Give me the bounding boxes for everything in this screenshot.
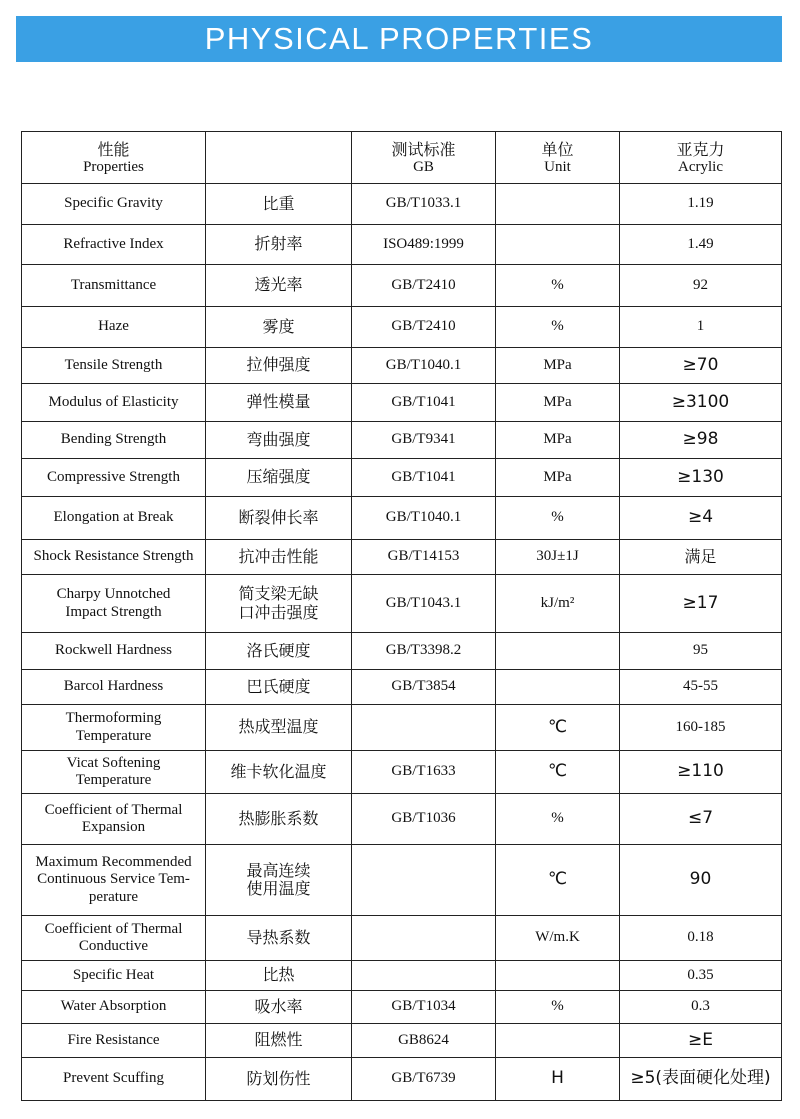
unit-cell: ℃ <box>496 751 620 794</box>
header-standard-en: GB <box>413 158 434 175</box>
property-name-cn: 比热 <box>206 961 352 991</box>
test-standard: GB/T1041 <box>352 459 496 497</box>
acrylic-value: ≥5(表面硬化处理) <box>620 1058 782 1101</box>
property-name-cn: 导热系数 <box>206 916 352 961</box>
test-standard <box>352 916 496 961</box>
unit-cell: % <box>496 307 620 348</box>
property-name: Coefficient of Thermal Conductive <box>22 916 206 961</box>
property-name: Compressive Strength <box>22 459 206 497</box>
acrylic-value: 1.49 <box>620 225 782 265</box>
test-standard: GB/T1041 <box>352 384 496 422</box>
header-unit-en: Unit <box>544 158 571 175</box>
unit-cell: ℃ <box>496 845 620 916</box>
property-name-cn: 洛氏硬度 <box>206 633 352 670</box>
acrylic-value: 92 <box>620 265 782 307</box>
table-row <box>22 459 782 497</box>
property-name: Shock Resistance Strength <box>22 540 206 575</box>
property-name: Rockwell Hardness <box>22 633 206 670</box>
test-standard <box>352 845 496 916</box>
unit-cell: % <box>496 265 620 307</box>
test-standard: GB8624 <box>352 1024 496 1058</box>
property-name-cn: 热成型温度 <box>206 705 352 751</box>
unit-cell <box>496 670 620 705</box>
header-standard <box>352 132 496 184</box>
property-name-cn: 雾度 <box>206 307 352 348</box>
acrylic-value: 90 <box>620 845 782 916</box>
table-row <box>22 670 782 705</box>
property-name-cn: 防划伤性 <box>206 1058 352 1101</box>
table-row <box>22 705 782 751</box>
table-row <box>22 265 782 307</box>
table-row <box>22 540 782 575</box>
unit-cell: % <box>496 497 620 540</box>
test-standard: GB/T1036 <box>352 794 496 845</box>
property-name: Modulus of Elasticity <box>22 384 206 422</box>
property-name: Refractive Index <box>22 225 206 265</box>
table-row <box>22 575 782 633</box>
header-unit <box>496 132 620 184</box>
unit-cell: kJ/m² <box>496 575 620 633</box>
test-standard: GB/T14153 <box>352 540 496 575</box>
acrylic-value: ≥17 <box>620 575 782 633</box>
property-name: Thermoforming Temperature <box>22 705 206 751</box>
table-row <box>22 1058 782 1101</box>
header-acrylic-cn: 亚克力 <box>676 139 725 159</box>
property-name: Coefficient of Thermal Expansion <box>22 794 206 845</box>
property-name: Charpy Unnotched Impact Strength <box>22 575 206 633</box>
header-standard-cn: 测试标准 <box>391 139 456 159</box>
header-properties-en: Properties <box>83 158 144 175</box>
unit-cell: W/m.K <box>496 916 620 961</box>
property-name-cn: 维卡软化温度 <box>206 751 352 794</box>
acrylic-value: 满足 <box>620 540 782 575</box>
header-acrylic <box>620 132 782 184</box>
unit-cell: MPa <box>496 384 620 422</box>
property-name-cn: 吸水率 <box>206 991 352 1024</box>
property-name-cn: 压缩强度 <box>206 459 352 497</box>
acrylic-value: ≥70 <box>620 348 782 384</box>
property-name: Vicat Softening Temperature <box>22 751 206 794</box>
property-name: Bending Strength <box>22 422 206 459</box>
acrylic-value: 0.35 <box>620 961 782 991</box>
acrylic-value: ≥130 <box>620 459 782 497</box>
property-name: Specific Heat <box>22 961 206 991</box>
table-row <box>22 422 782 459</box>
property-name-cn: 拉伸强度 <box>206 348 352 384</box>
acrylic-value: 45-55 <box>620 670 782 705</box>
table-row <box>22 348 782 384</box>
test-standard: GB/T1043.1 <box>352 575 496 633</box>
test-standard: GB/T3854 <box>352 670 496 705</box>
acrylic-value: ≥3100 <box>620 384 782 422</box>
table-row <box>22 845 782 916</box>
table-row <box>22 633 782 670</box>
test-standard <box>352 705 496 751</box>
test-standard: GB/T1034 <box>352 991 496 1024</box>
unit-cell <box>496 961 620 991</box>
property-name: Transmittance <box>22 265 206 307</box>
table-row <box>22 184 782 225</box>
property-name-cn: 弯曲强度 <box>206 422 352 459</box>
unit-cell: MPa <box>496 422 620 459</box>
test-standard: GB/T2410 <box>352 265 496 307</box>
test-standard: GB/T1040.1 <box>352 497 496 540</box>
acrylic-value: ≥E <box>620 1024 782 1058</box>
property-name: Haze <box>22 307 206 348</box>
property-name: Prevent Scuffing <box>22 1058 206 1101</box>
table-row <box>22 916 782 961</box>
property-name: Maximum Recommended Continuous Service Tem- perature <box>22 845 206 916</box>
property-name-cn: 抗冲击性能 <box>206 540 352 575</box>
unit-cell: 30J±1J <box>496 540 620 575</box>
acrylic-value: ≥98 <box>620 422 782 459</box>
acrylic-value: ≥110 <box>620 751 782 794</box>
table-row <box>22 991 782 1024</box>
property-name-cn: 折射率 <box>206 225 352 265</box>
acrylic-value: 1 <box>620 307 782 348</box>
table-row <box>22 1024 782 1058</box>
acrylic-value: 1.19 <box>620 184 782 225</box>
property-name: Barcol Hardness <box>22 670 206 705</box>
header-row <box>22 132 782 184</box>
test-standard: GB/T1633 <box>352 751 496 794</box>
property-name-cn: 最高连续 使用温度 <box>206 845 352 916</box>
acrylic-value: ≥4 <box>620 497 782 540</box>
table-row <box>22 497 782 540</box>
test-standard: GB/T3398.2 <box>352 633 496 670</box>
test-standard: GB/T6739 <box>352 1058 496 1101</box>
property-name-cn: 热膨胀系数 <box>206 794 352 845</box>
test-standard <box>352 961 496 991</box>
test-standard: GB/T9341 <box>352 422 496 459</box>
acrylic-value: ≤7 <box>620 794 782 845</box>
property-name-cn: 透光率 <box>206 265 352 307</box>
unit-cell: H <box>496 1058 620 1101</box>
header-properties-cn: 性能 <box>97 139 130 159</box>
table-row <box>22 384 782 422</box>
property-name: Water Absorption <box>22 991 206 1024</box>
property-name: Elongation at Break <box>22 497 206 540</box>
property-name-cn: 弹性模量 <box>206 384 352 422</box>
unit-cell <box>496 184 620 225</box>
test-standard: GB/T2410 <box>352 307 496 348</box>
property-name-cn: 比重 <box>206 184 352 225</box>
property-name-cn: 巴氏硬度 <box>206 670 352 705</box>
unit-cell <box>496 225 620 265</box>
property-name-cn: 阻燃性 <box>206 1024 352 1058</box>
table-row <box>22 794 782 845</box>
property-name: Specific Gravity <box>22 184 206 225</box>
header-unit-cn: 单位 <box>541 139 574 159</box>
unit-cell: % <box>496 991 620 1024</box>
test-standard: ISO489:1999 <box>352 225 496 265</box>
table-row <box>22 961 782 991</box>
unit-cell: MPa <box>496 348 620 384</box>
acrylic-value: 0.3 <box>620 991 782 1024</box>
acrylic-value: 95 <box>620 633 782 670</box>
unit-cell <box>496 1024 620 1058</box>
unit-cell: ℃ <box>496 705 620 751</box>
header-chinese-name <box>206 132 352 184</box>
test-standard: GB/T1040.1 <box>352 348 496 384</box>
table-row <box>22 225 782 265</box>
title-banner <box>16 16 782 62</box>
test-standard: GB/T1033.1 <box>352 184 496 225</box>
properties-table <box>21 131 782 1101</box>
page-title: PHYSICAL PROPERTIES <box>204 21 594 56</box>
unit-cell: MPa <box>496 459 620 497</box>
property-name: Fire Resistance <box>22 1024 206 1058</box>
table-row <box>22 307 782 348</box>
property-name: Tensile Strength <box>22 348 206 384</box>
header-acrylic-en: Acrylic <box>678 158 723 175</box>
unit-cell <box>496 633 620 670</box>
acrylic-value: 0.18 <box>620 916 782 961</box>
property-name-cn: 简支梁无缺 口冲击强度 <box>206 575 352 633</box>
acrylic-value: 160-185 <box>620 705 782 751</box>
header-properties <box>22 132 206 184</box>
table-row <box>22 751 782 794</box>
property-name-cn: 断裂伸长率 <box>206 497 352 540</box>
unit-cell: % <box>496 794 620 845</box>
